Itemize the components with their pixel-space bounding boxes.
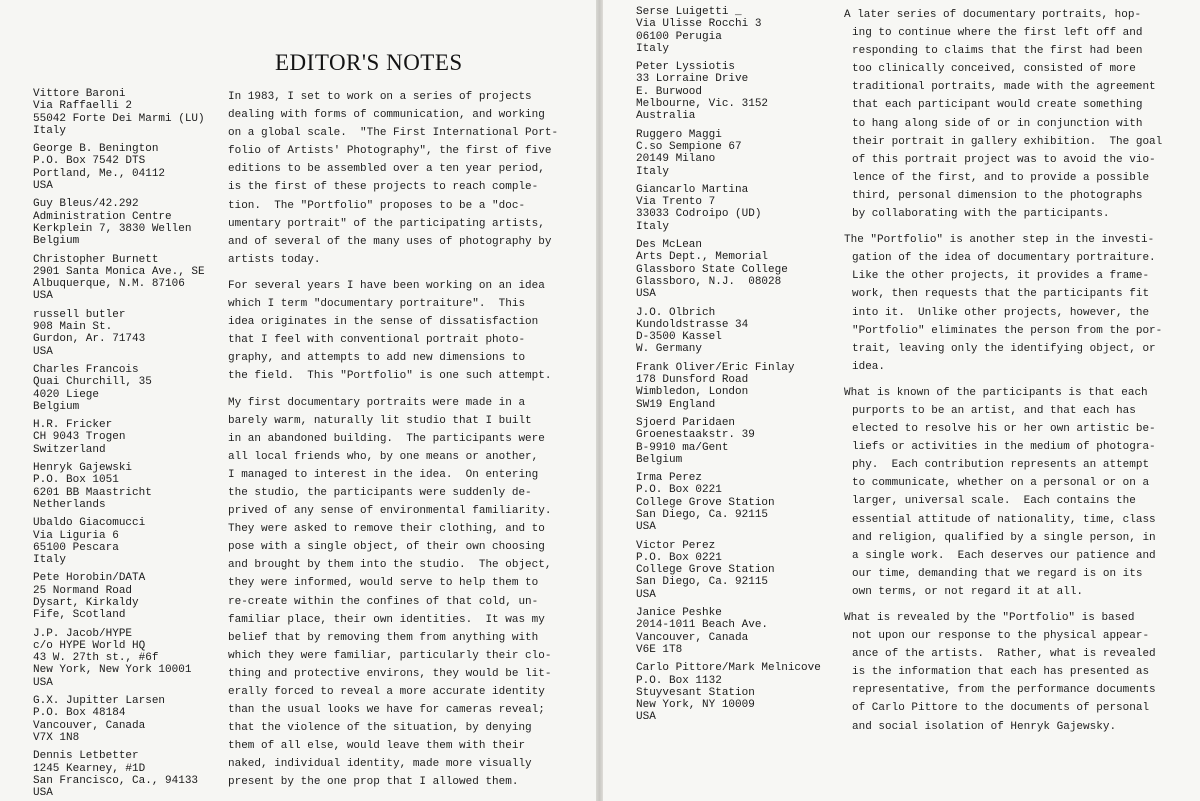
text-line: graphy, and attempts to add new dimensions to: [228, 352, 526, 365]
address-name: Ruggero Maggi: [636, 128, 722, 141]
address-line: 2014-1011 Beach Ave.: [636, 619, 769, 632]
address-line: Via Liguria 6: [33, 529, 119, 542]
text-line: a single work. Each deserves our patience and: [852, 549, 1156, 562]
address-entry: [33, 88, 223, 137]
address-line: Glassboro State College: [636, 263, 788, 276]
address-line: Australia: [636, 110, 696, 123]
address-list-right: [636, 6, 821, 730]
address-entry: [33, 419, 223, 456]
text-line: which they were familiar, particularly their clo-: [228, 649, 552, 662]
text-line: purports to be an artist, and that each has: [852, 404, 1136, 417]
text-line: ance of the artists. Rather, what is revealed: [852, 648, 1156, 661]
address-line: 6201 BB Maastricht: [33, 486, 152, 499]
address-line: c/o HYPE World HQ: [33, 639, 146, 652]
address-line: USA: [636, 288, 656, 301]
text-line: their portrait in gallery exhibition. The goal: [852, 135, 1163, 148]
address-name: Irma Perez: [636, 472, 703, 485]
text-line: What is revealed by the "Portfolio" is based: [844, 612, 1135, 624]
address-entry: [636, 307, 816, 356]
text-line: larger, universal scale. Each contains the: [852, 495, 1136, 508]
address-entry: [636, 239, 816, 300]
text-line: They were asked to remove their clothing, and to: [228, 523, 545, 536]
text-line: own terms, or not regard it at all.: [852, 585, 1084, 598]
address-name: Victor Perez: [636, 539, 716, 552]
address-line: 33033 Codroipo (UD): [636, 208, 762, 221]
address-line: P.O. Box 48184: [33, 707, 126, 720]
book-gutter: [596, 0, 603, 801]
address-name: Vittore Baroni: [33, 88, 126, 100]
address-entry: [33, 572, 223, 621]
address-line: P.O. Box 7542 DTS: [33, 155, 146, 168]
text-line: and of several of the many uses of photography by: [228, 235, 552, 248]
address-line: CH 9043 Trogen: [33, 431, 126, 444]
address-line: W. Germany: [636, 343, 703, 356]
address-line: Stuyvesant Station: [636, 686, 755, 699]
address-line: San Diego, Ca. 92115: [636, 576, 769, 589]
address-line: Belgium: [33, 235, 80, 248]
address-line: Kerkplein 7, 3830 Wellen: [33, 222, 192, 235]
right-page: [603, 0, 1200, 801]
address-line: San Diego, Ca. 92115: [636, 508, 769, 521]
text-line: of Carlo Pittore to the documents of personal: [852, 702, 1150, 715]
text-line: on a global scale. "The First International Port-: [228, 127, 559, 140]
address-line: Wimbledon, London: [636, 386, 749, 399]
text-line: For several years I have been working on an idea: [228, 279, 545, 292]
text-line: "Portfolio" eliminates the person from the por-: [852, 324, 1163, 337]
address-entry: [636, 362, 816, 411]
address-line: Portland, Me., 04112: [33, 167, 166, 180]
address-entry: [33, 198, 223, 247]
address-entry: [636, 662, 821, 724]
text-line: not upon our response to the physical appear-: [852, 630, 1150, 643]
text-line: re-create within the confines of that cold, un-: [228, 595, 539, 608]
text-line: all local friends who, by one means or another,: [228, 450, 539, 463]
text-line: essential attitude of nationality, time, class: [852, 513, 1156, 526]
text-line: that I feel with conventional portrait photo-: [228, 334, 526, 347]
address-line: P.O. Box 1051: [33, 474, 119, 487]
text-line: the field. This "Portfolio" is one such attempt.: [228, 370, 552, 383]
address-line: B-9910 ma/Gent: [636, 441, 729, 454]
editorial-text-left: [228, 88, 568, 800]
text-line: barely warm, naturally lit studio that I built: [228, 414, 532, 427]
text-line: dealing with forms of communication, and working: [228, 109, 545, 122]
address-line: College Grove Station: [636, 564, 775, 577]
address-line: Arts Dept., Memorial: [636, 251, 769, 264]
text-line: In 1983, I set to work on a series of projects: [228, 91, 532, 103]
address-entry: [636, 184, 816, 233]
address-line: Via Raffaelli 2: [33, 100, 133, 113]
address-name: Henryk Gajewski: [33, 462, 133, 475]
address-name: Serse Luigetti _: [636, 6, 742, 18]
text-line: idea originates in the sense of dissatisfaction: [228, 316, 539, 329]
text-line: they were informed, would serve to help them to: [228, 577, 539, 590]
address-name: Sjoerd Paridaen: [636, 416, 736, 429]
address-line: 33 Lorraine Drive: [636, 73, 749, 86]
text-line: Like the other projects, it provides a frame-: [852, 270, 1150, 283]
text-line: umentary portrait" of the participating artists,: [228, 217, 545, 230]
address-line: Fife, Scotland: [33, 609, 126, 622]
address-name: Ubaldo Giacomucci: [33, 517, 146, 530]
address-line: V7X 1N8: [33, 731, 80, 744]
text-line: and brought by them into the studio. The object,: [228, 559, 552, 572]
address-line: Glassboro, N.J. 08028: [636, 275, 782, 288]
address-name: Guy Bleus/42.292: [33, 198, 139, 211]
address-name: Peter Lyssiotis: [636, 61, 736, 74]
text-line: that the violence of the situation, by denying: [228, 722, 532, 735]
address-line: Netherlands: [33, 498, 106, 511]
address-entry: [33, 143, 223, 192]
address-entry: [33, 309, 223, 358]
address-line: San Francisco, Ca., 94133: [33, 774, 199, 787]
text-line: to communicate, whether on a personal or on a: [852, 477, 1150, 490]
address-entry: [33, 517, 223, 566]
text-line: third, personal dimension to the photographs: [852, 189, 1143, 202]
address-line: Albuquerque, N.M. 87106: [33, 278, 185, 291]
address-entry: [33, 750, 223, 799]
address-entry: [636, 6, 816, 55]
address-name: Janice Peshke: [636, 607, 722, 620]
address-line: 43 W. 27th st., #6f: [33, 652, 159, 665]
text-line: thing and protective environs, they would be lit-: [228, 667, 552, 680]
address-line: 25 Normand Road: [33, 584, 133, 597]
address-line: 908 Main St.: [33, 321, 113, 334]
address-entry: [33, 254, 223, 303]
paragraph: [844, 609, 1189, 736]
address-name: Des McLean: [636, 239, 703, 252]
text-line: work, then requests that the participants fit: [852, 288, 1150, 301]
address-line: 2901 Santa Monica Ave., SE: [33, 265, 205, 278]
address-name: H.R. Fricker: [33, 419, 113, 432]
address-line: 178 Dunsford Road: [636, 374, 749, 387]
address-line: Italy: [636, 42, 670, 55]
text-line: to hang along side of or in conjunction with: [852, 117, 1143, 130]
address-line: Quai Churchill, 35: [33, 376, 152, 389]
address-line: 4020 Liege: [33, 388, 100, 401]
text-line: representative, from the performance documents: [852, 684, 1156, 697]
address-line: 20149 Milano: [636, 153, 716, 166]
left-page: [0, 0, 596, 801]
address-name: Charles Francois: [33, 363, 139, 376]
text-line: My first documentary portraits were made in a: [228, 396, 526, 409]
address-line: USA: [33, 787, 53, 800]
text-line: folio of Artists' Photography", the first of five: [228, 145, 552, 158]
address-line: P.O. Box 0221: [636, 484, 722, 497]
page-title: EDITOR'S NOTES: [275, 50, 463, 75]
address-line: USA: [33, 290, 53, 303]
address-name: George B. Benington: [33, 143, 159, 156]
paragraph: [844, 384, 1189, 601]
address-line: E. Burwood: [636, 85, 703, 98]
paragraph: [228, 277, 568, 386]
address-line: SW19 England: [636, 398, 716, 411]
text-line: I managed to interest in the idea. On entering: [228, 468, 539, 481]
text-line: pose with a single object, of their own choosing: [228, 541, 545, 554]
address-line: College Grove Station: [636, 496, 775, 509]
text-line: familiar place, their own identities. It was my: [228, 613, 545, 626]
text-line: by collaborating with the participants.: [852, 208, 1110, 221]
address-name: Carlo Pittore/Mark Melnicove: [636, 662, 821, 675]
text-line: of this portrait project was to avoid the vio-: [852, 153, 1156, 166]
editorial-text-right: [844, 6, 1189, 744]
text-line: phy. Each contribution represents an attempt: [852, 459, 1150, 472]
address-line: Melbourne, Vic. 3152: [636, 98, 769, 111]
address-line: New York, New York 10001: [33, 664, 192, 677]
address-line: Dysart, Kirkaldy: [33, 596, 139, 609]
address-entry: [33, 695, 223, 744]
address-name: J.O. Olbrich: [636, 306, 716, 319]
address-line: 55042 Forte Dei Marmi (LU): [33, 112, 205, 125]
address-name: Giancarlo Martina: [636, 183, 749, 196]
text-line: artists today.: [228, 253, 321, 266]
address-line: Vancouver, Canada: [33, 719, 146, 732]
text-line: trait, leaving only the identifying object, or: [852, 342, 1156, 355]
address-entry: [636, 607, 816, 656]
paragraph: [228, 394, 568, 792]
text-line: belief that by removing them from anything with: [228, 631, 539, 644]
address-name: Dennis Letbetter: [33, 750, 139, 763]
text-line: naked, individual identity, made more visually: [228, 758, 532, 771]
text-line: which I term "documentary portraiture". This: [228, 298, 526, 311]
address-line: 65100 Pescara: [33, 541, 119, 554]
address-line: Belgium: [33, 400, 80, 413]
text-line: and social isolation of Henryk Gajewsky.: [852, 720, 1117, 733]
paragraph: [844, 6, 1189, 223]
address-line: USA: [33, 345, 53, 358]
address-name: Christopher Burnett: [33, 253, 159, 266]
text-line: that each participant would create something: [852, 99, 1143, 112]
address-entry: [33, 628, 223, 689]
address-line: C.so Sempione 67: [636, 140, 742, 153]
text-line: present by the one prop that I allowed them.: [228, 776, 519, 789]
text-line: idea.: [852, 360, 886, 373]
text-line: the studio, the participants were suddenly de-: [228, 486, 532, 499]
text-line: erally forced to reveal a more accurate identity: [228, 686, 545, 698]
text-line: traditional portraits, made with the agreement: [852, 81, 1156, 94]
address-line: Groenestaakstr. 39: [636, 429, 755, 442]
text-line: in an abandoned building. The participants were: [228, 432, 545, 445]
address-name: Frank Oliver/Eric Finlay: [636, 361, 795, 374]
address-name: russell butler: [33, 308, 126, 321]
address-entry: [636, 540, 816, 601]
address-line: Via Ulisse Rocchi 3: [636, 18, 762, 31]
text-line: is the information that each has presented as: [852, 666, 1150, 679]
address-line: P.O. Box 0221: [636, 551, 722, 564]
text-line: and religion, qualified by a single person, in: [852, 531, 1156, 544]
address-line: Italy: [33, 124, 67, 137]
address-line: 1245 Kearney, #1D: [33, 762, 146, 775]
text-line: them of all else, would leave them with their: [228, 740, 526, 753]
text-line: is the first of these projects to reach comple-: [228, 181, 539, 194]
text-line: The "Portfolio" is another step in the investi-: [844, 234, 1155, 247]
address-line: USA: [636, 588, 656, 601]
text-line: What is known of the participants is that each: [844, 386, 1148, 399]
address-line: V6E 1T8: [636, 643, 683, 656]
address-line: Italy: [636, 165, 670, 178]
address-name: J.P. Jacob/HYPE: [33, 627, 133, 640]
address-line: Gurdon, Ar. 71743: [33, 333, 146, 346]
address-line: USA: [636, 521, 656, 534]
text-line: tion. The "Portfolio" proposes to be a "doc-: [228, 199, 526, 212]
address-list-left: [33, 88, 223, 801]
address-line: Kundoldstrasse 34: [636, 318, 749, 331]
address-name: Pete Horobin/DATA: [33, 572, 146, 585]
address-line: New York, NY 10009: [636, 699, 755, 712]
text-line: too clinically conceived, consisted of more: [852, 63, 1136, 76]
address-line: Belgium: [636, 453, 683, 466]
address-line: Italy: [636, 220, 670, 233]
address-line: Vancouver, Canada: [636, 631, 749, 644]
address-line: 06100 Perugia: [636, 30, 722, 43]
text-line: editions to be assembled over a ten year period,: [228, 163, 545, 176]
address-line: Administration Centre: [33, 210, 172, 223]
address-entry: [636, 61, 816, 122]
text-line: prived of any sense of environmental familiarity.: [228, 505, 552, 518]
address-entry: [636, 417, 816, 466]
address-line: USA: [636, 711, 656, 724]
address-name: G.X. Jupitter Larsen: [33, 695, 166, 708]
text-line: into it. Unlike other projects, however, the: [852, 306, 1150, 319]
address-line: D-3500 Kassel: [636, 331, 722, 344]
address-entry: [636, 472, 816, 533]
address-line: Via Trento 7: [636, 196, 716, 209]
address-line: Switzerland: [33, 443, 106, 456]
paragraph: [228, 88, 568, 269]
text-line: A later series of documentary portraits, hop-: [844, 9, 1142, 21]
address-entry: [33, 364, 223, 413]
text-line: ing to continue where the first left off and: [852, 27, 1143, 40]
text-line: lence of the first, and to provide a possible: [852, 171, 1150, 184]
text-line: liefs or activities in the medium of photogra-: [852, 441, 1156, 454]
text-line: our time, demanding that we regard is on its: [852, 567, 1143, 580]
text-line: than the usual looks we have for cameras reveal;: [228, 704, 545, 717]
address-line: Italy: [33, 554, 67, 567]
text-line: responding to claims that the first had been: [852, 45, 1143, 58]
address-line: P.O. Box 1132: [636, 674, 722, 687]
address-entry: [33, 462, 223, 511]
text-line: gation of the idea of documentary portraiture.: [852, 252, 1156, 265]
paragraph: [844, 231, 1189, 376]
address-line: USA: [33, 180, 53, 193]
text-line: elected to resolve his or her own artistic be-: [852, 423, 1156, 436]
address-entry: [636, 129, 816, 178]
address-line: USA: [33, 676, 53, 689]
